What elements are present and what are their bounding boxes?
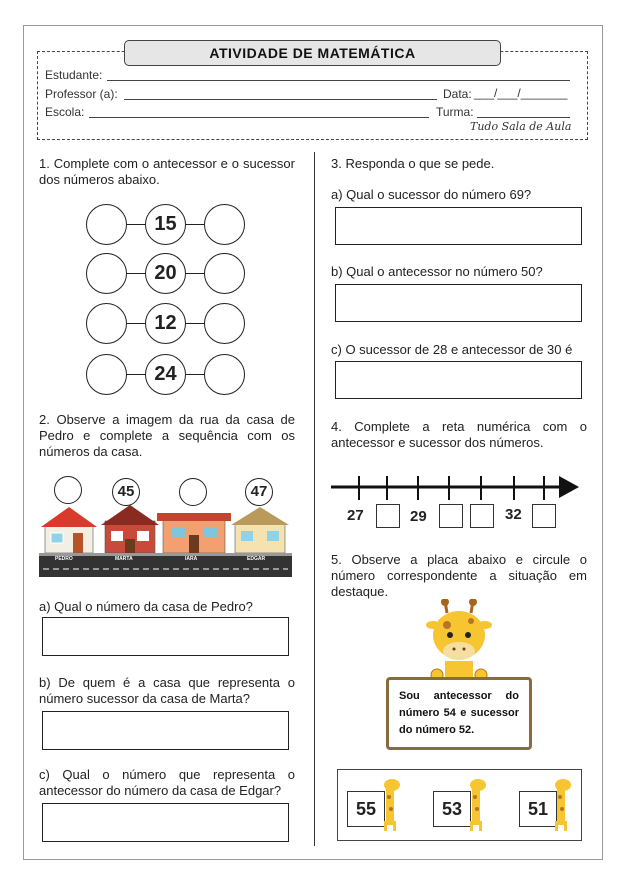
- house-name-label: MARTA: [115, 556, 133, 562]
- q2b-answer-box[interactable]: [42, 711, 289, 750]
- q1-answer-circle[interactable]: [204, 253, 245, 294]
- teacher-label: Professor (a):: [45, 87, 118, 101]
- number-line-answer-box[interactable]: [439, 504, 463, 528]
- page-title: ATIVIDADE DE MATEMÁTICA: [124, 40, 501, 66]
- q1-answer-circle[interactable]: [86, 204, 127, 245]
- q1-answer-circle[interactable]: [204, 354, 245, 395]
- small-giraffe-icon: [551, 777, 575, 831]
- number-line-answer-box[interactable]: [470, 504, 494, 528]
- house-name-label: IARA: [185, 556, 198, 562]
- q3b-text: b) Qual o antecessor no número 50?: [331, 264, 543, 279]
- q1-answer-circle[interactable]: [86, 253, 127, 294]
- student-field[interactable]: [107, 80, 570, 81]
- small-giraffe-icon: [466, 777, 490, 831]
- house-number-circle: 45: [112, 478, 140, 506]
- q3a-answer-box[interactable]: [335, 207, 582, 245]
- q2c-answer-box[interactable]: [42, 803, 289, 842]
- house-edgar-icon: [231, 507, 289, 553]
- house-pedro-icon: [41, 507, 97, 553]
- q3a-text: a) Qual o sucessor do número 69?: [331, 187, 532, 202]
- q1-number-circle: 20: [145, 253, 186, 294]
- number-line-value: 27: [347, 507, 364, 524]
- house-number-circle: 47: [245, 478, 273, 506]
- q1-answer-circle[interactable]: [204, 303, 245, 344]
- q1-number-circle: 15: [145, 204, 186, 245]
- house-name-label: PEDRO: [55, 556, 73, 562]
- number-line-value: 32: [505, 506, 522, 523]
- house-number-circle[interactable]: [179, 478, 207, 506]
- q5-option[interactable]: 51: [519, 791, 557, 827]
- q3b-answer-box[interactable]: [335, 284, 582, 322]
- giraffe-icon: [425, 599, 495, 681]
- house-name-label: EDGAR: [247, 556, 266, 562]
- student-label: Estudante:: [45, 68, 103, 82]
- q5-option[interactable]: 53: [433, 791, 471, 827]
- q2a-answer-box[interactable]: [42, 617, 289, 656]
- q3-text: 3. Responda o que se pede.: [331, 156, 495, 171]
- signature-logo: Tudo Sala de Aula: [470, 120, 572, 133]
- teacher-field[interactable]: [124, 99, 437, 100]
- q3c-text: c) O sucessor de 28 e antecessor de 30 é: [331, 342, 573, 357]
- q1-answer-circle[interactable]: [204, 204, 245, 245]
- small-giraffe-icon: [380, 777, 404, 831]
- q1-answer-circle[interactable]: [86, 354, 127, 395]
- q1-text: 1. Complete com o antecessor e o sucessor dos números abaixo.: [39, 156, 295, 187]
- school-label: Escola:: [45, 105, 85, 119]
- number-line-value: 29: [410, 508, 427, 525]
- q1-number-circle: 24: [145, 354, 186, 395]
- giraffe-sign: Sou antecessor do número 54 e sucessor do número 52.: [386, 677, 532, 750]
- number-line-answer-box[interactable]: [376, 504, 400, 528]
- class-label: Turma:: [436, 105, 474, 119]
- q5-text: 5. Observe a placa abaixo e circule o número correspondente a situação em destaque.: [331, 552, 587, 599]
- house-name-labels: [39, 553, 292, 563]
- number-line-svg: [329, 470, 582, 504]
- house-marta-icon: [101, 505, 159, 553]
- class-field[interactable]: [477, 117, 570, 118]
- house-number-circle[interactable]: [54, 476, 82, 504]
- column-divider: [314, 152, 315, 846]
- number-line-answer-box[interactable]: [532, 504, 556, 528]
- street-houses-svg: [39, 503, 292, 579]
- q1-number-circle: 12: [145, 303, 186, 344]
- date-field[interactable]: ___/___/_______: [474, 86, 568, 100]
- q1-answer-circle[interactable]: [86, 303, 127, 344]
- q4-text: 4. Complete a reta numérica com o antecessor e sucessor dos números.: [331, 419, 587, 450]
- school-field[interactable]: [89, 117, 429, 118]
- q2c-text: c) Qual o número que representa o antecessor do número da casa de Edgar?: [39, 767, 295, 798]
- q2-text: 2. Observe a imagem da rua da casa de Pedro e complete a sequência com os números da casa.: [39, 412, 295, 459]
- house-iara-icon: [157, 513, 231, 553]
- q2a-text: a) Qual o número da casa de Pedro?: [39, 599, 253, 614]
- date-label: Data:: [443, 87, 472, 101]
- q2b-text: b) De quem é a casa que representa o número sucessor da casa de Marta?: [39, 675, 295, 706]
- q5-option[interactable]: 55: [347, 791, 385, 827]
- q3c-answer-box[interactable]: [335, 361, 582, 399]
